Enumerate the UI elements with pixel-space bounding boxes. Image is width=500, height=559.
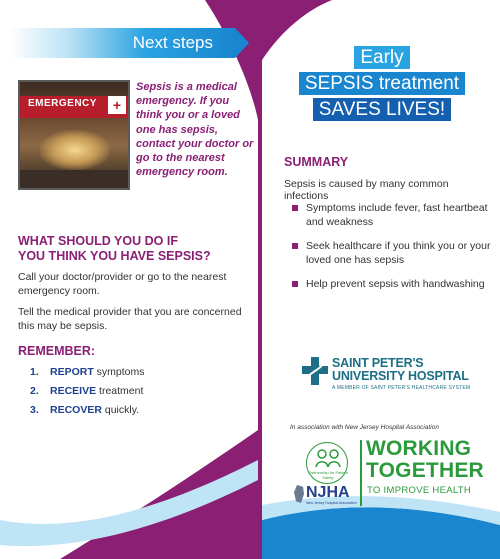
people-icon bbox=[307, 443, 349, 471]
njha-name: NJHA bbox=[306, 484, 350, 501]
banner-arrow-icon bbox=[235, 28, 249, 58]
hospital-name-line-1: SAINT PETER'S bbox=[332, 356, 424, 370]
bullet-square-icon bbox=[292, 243, 298, 249]
hospital-name-line-2: UNIVERSITY HOSPITAL bbox=[332, 369, 469, 383]
question-heading: WHAT SHOULD YOU DO IF YOU THINK YOU HAVE SEPSIS? bbox=[18, 234, 211, 263]
right-panel bbox=[262, 0, 500, 559]
sepsis-callout: Sepsis is a medical emergency. If you think you or a loved one has sepsis, contact your doctor or go to the nearest emergency room. bbox=[136, 81, 254, 179]
call-doctor-text: Call your doctor/provider or go to the nearest emergency room. bbox=[18, 271, 227, 297]
next-steps-banner bbox=[10, 28, 235, 58]
title-line-2: SEPSIS treatment bbox=[299, 72, 465, 95]
new-jersey-state-icon bbox=[294, 485, 304, 503]
njha-sub: New Jersey Hospital Association bbox=[306, 501, 357, 505]
association-text: In association with New Jersey Hospital Association bbox=[290, 424, 439, 431]
working-together-line-1: WORKING bbox=[366, 437, 472, 460]
list-item: Symptoms include fever, fast heartbeat and weakness bbox=[284, 202, 496, 229]
njha-logo bbox=[294, 484, 356, 504]
medical-cross-icon: + bbox=[108, 96, 126, 114]
list-item: Help prevent sepsis with handwashing bbox=[284, 278, 496, 292]
hospital-cross-icon bbox=[302, 357, 328, 385]
hospital-logo bbox=[302, 355, 492, 395]
working-together-divider bbox=[360, 440, 362, 506]
partnership-seal-logo bbox=[306, 442, 348, 484]
banner-label: Next steps bbox=[132, 33, 213, 52]
remember-heading: REMEMBER: bbox=[18, 344, 96, 358]
emergency-sign: EMERGENCY bbox=[28, 98, 97, 109]
main-title bbox=[274, 46, 490, 124]
working-together-line-2: TOGETHER bbox=[366, 459, 484, 482]
title-line-3: SAVES LIVES! bbox=[313, 98, 451, 121]
summary-text: Sepsis is caused by many common infections bbox=[284, 178, 449, 202]
summary-bullets bbox=[284, 202, 496, 303]
list-item: 2. RECEIVE treatment bbox=[30, 385, 144, 397]
summary-heading: SUMMARY bbox=[284, 155, 349, 169]
title-line-1: Early bbox=[354, 46, 409, 69]
tell-provider-text: Tell the medical provider that you are concerned this may be sepsis. bbox=[18, 306, 242, 332]
working-together-line-3: TO IMPROVE HEALTH bbox=[367, 485, 471, 496]
emergency-room-photo bbox=[18, 80, 130, 190]
bullet-square-icon bbox=[292, 205, 298, 211]
list-item: 1. REPORT symptoms bbox=[30, 366, 145, 378]
remember-steps bbox=[30, 363, 145, 420]
hospital-tagline: A MEMBER OF SAINT PETER'S HEALTHCARE SYSTEM bbox=[332, 385, 471, 391]
list-item: Seek healthcare if you think you or your loved one has sepsis bbox=[284, 240, 496, 267]
list-item: 3. RECOVER quickly. bbox=[30, 404, 140, 416]
bullet-square-icon bbox=[292, 281, 298, 287]
seal-caption: Partnership for Patient Safety bbox=[308, 470, 348, 480]
